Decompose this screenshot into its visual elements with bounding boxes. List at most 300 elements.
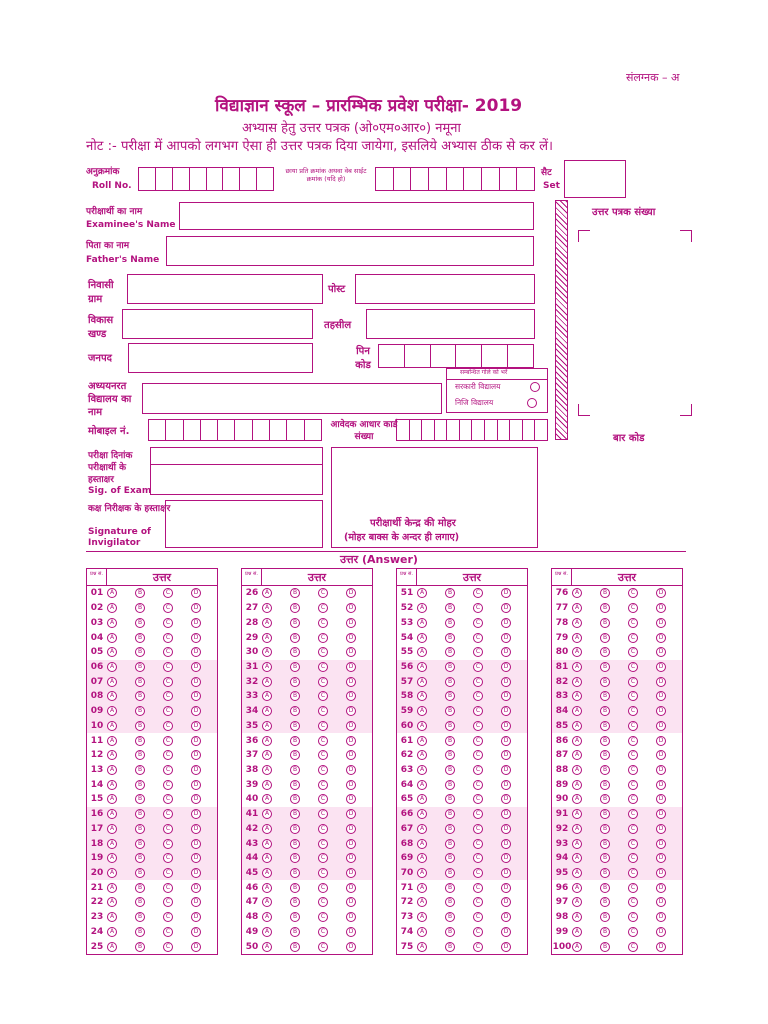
option-bubble-d[interactable]: D [191, 897, 201, 907]
post-field[interactable] [355, 274, 535, 304]
examinee-signature-field[interactable] [150, 464, 323, 495]
option-bubble-c[interactable]: C [473, 647, 483, 657]
tehsil-field[interactable] [366, 309, 535, 339]
option-bubble-c[interactable]: C [473, 765, 483, 775]
option-bubble-a[interactable]: A [572, 780, 582, 790]
option-bubble-c[interactable]: C [163, 677, 173, 687]
option-bubble-a[interactable]: A [417, 853, 427, 863]
option-bubble-a[interactable]: A [262, 677, 272, 687]
option-bubble-b[interactable]: B [600, 706, 610, 716]
option-bubble-c[interactable]: C [163, 780, 173, 790]
option-bubble-c[interactable]: C [473, 927, 483, 937]
option-bubble-d[interactable]: D [656, 721, 666, 731]
option-bubble-a[interactable]: A [107, 897, 117, 907]
option-bubble-c[interactable]: C [628, 677, 638, 687]
option-bubble-c[interactable]: C [318, 618, 328, 628]
option-bubble-b[interactable]: B [135, 736, 145, 746]
option-bubble-a[interactable]: A [572, 736, 582, 746]
option-bubble-a[interactable]: A [417, 824, 427, 834]
option-bubble-d[interactable]: D [656, 897, 666, 907]
option-bubble-c[interactable]: C [163, 750, 173, 760]
option-bubble-c[interactable]: C [628, 765, 638, 775]
option-bubble-b[interactable]: B [445, 839, 455, 849]
exam-date-field[interactable] [150, 447, 323, 465]
option-bubble-b[interactable]: B [290, 633, 300, 643]
option-bubble-d[interactable]: D [501, 794, 511, 804]
option-bubble-b[interactable]: B [445, 780, 455, 790]
option-bubble-b[interactable]: B [290, 618, 300, 628]
option-bubble-d[interactable]: D [346, 618, 356, 628]
option-bubble-d[interactable]: D [501, 942, 511, 952]
option-bubble-b[interactable]: B [135, 839, 145, 849]
option-bubble-a[interactable]: A [107, 912, 117, 922]
option-bubble-d[interactable]: D [501, 603, 511, 613]
option-bubble-d[interactable]: D [656, 780, 666, 790]
option-bubble-a[interactable]: A [107, 677, 117, 687]
option-bubble-d[interactable]: D [501, 883, 511, 893]
option-bubble-a[interactable]: A [107, 633, 117, 643]
option-bubble-a[interactable]: A [417, 839, 427, 849]
option-bubble-b[interactable]: B [600, 780, 610, 790]
option-bubble-c[interactable]: C [163, 721, 173, 731]
option-bubble-d[interactable]: D [346, 794, 356, 804]
option-bubble-a[interactable]: A [417, 794, 427, 804]
option-bubble-b[interactable]: B [290, 721, 300, 731]
option-bubble-d[interactable]: D [656, 927, 666, 937]
option-bubble-b[interactable]: B [290, 677, 300, 687]
option-bubble-c[interactable]: C [318, 942, 328, 952]
option-bubble-b[interactable]: B [445, 721, 455, 731]
option-bubble-d[interactable]: D [501, 647, 511, 657]
option-bubble-a[interactable]: A [572, 588, 582, 598]
option-bubble-b[interactable]: B [135, 691, 145, 701]
option-bubble-a[interactable]: A [262, 824, 272, 834]
option-bubble-b[interactable]: B [600, 647, 610, 657]
option-bubble-c[interactable]: C [628, 883, 638, 893]
option-bubble-d[interactable]: D [656, 618, 666, 628]
option-bubble-a[interactable]: A [417, 706, 427, 716]
option-bubble-b[interactable]: B [135, 647, 145, 657]
option-bubble-c[interactable]: C [628, 721, 638, 731]
option-bubble-c[interactable]: C [163, 662, 173, 672]
option-bubble-a[interactable]: A [262, 868, 272, 878]
option-bubble-b[interactable]: B [135, 780, 145, 790]
photo-copy-cells[interactable] [375, 167, 535, 191]
option-bubble-d[interactable]: D [191, 736, 201, 746]
option-bubble-b[interactable]: B [445, 765, 455, 775]
option-bubble-b[interactable]: B [290, 809, 300, 819]
option-bubble-a[interactable]: A [572, 824, 582, 834]
option-bubble-d[interactable]: D [346, 721, 356, 731]
option-bubble-c[interactable]: C [163, 706, 173, 716]
option-bubble-c[interactable]: C [318, 750, 328, 760]
option-bubble-a[interactable]: A [107, 721, 117, 731]
option-bubble-b[interactable]: B [600, 809, 610, 819]
option-bubble-c[interactable]: C [628, 647, 638, 657]
option-bubble-c[interactable]: C [318, 794, 328, 804]
option-bubble-b[interactable]: B [445, 912, 455, 922]
option-bubble-c[interactable]: C [628, 897, 638, 907]
option-bubble-b[interactable]: B [135, 942, 145, 952]
option-bubble-a[interactable]: A [262, 736, 272, 746]
option-bubble-d[interactable]: D [191, 691, 201, 701]
option-bubble-a[interactable]: A [107, 927, 117, 937]
option-bubble-c[interactable]: C [473, 794, 483, 804]
option-bubble-c[interactable]: C [473, 883, 483, 893]
option-bubble-b[interactable]: B [445, 883, 455, 893]
option-bubble-c[interactable]: C [318, 824, 328, 834]
option-bubble-a[interactable]: A [262, 691, 272, 701]
option-bubble-d[interactable]: D [656, 736, 666, 746]
option-bubble-a[interactable]: A [107, 824, 117, 834]
option-bubble-b[interactable]: B [135, 824, 145, 834]
option-bubble-b[interactable]: B [445, 853, 455, 863]
option-bubble-b[interactable]: B [290, 912, 300, 922]
option-bubble-c[interactable]: C [473, 633, 483, 643]
option-bubble-c[interactable]: C [163, 603, 173, 613]
option-bubble-b[interactable]: B [600, 603, 610, 613]
private-school-radio[interactable] [527, 398, 537, 408]
option-bubble-c[interactable]: C [318, 765, 328, 775]
option-bubble-d[interactable]: D [191, 633, 201, 643]
option-bubble-a[interactable]: A [107, 794, 117, 804]
option-bubble-d[interactable]: D [501, 927, 511, 937]
option-bubble-d[interactable]: D [346, 691, 356, 701]
option-bubble-d[interactable]: D [656, 824, 666, 834]
option-bubble-d[interactable]: D [191, 868, 201, 878]
option-bubble-a[interactable]: A [417, 868, 427, 878]
option-bubble-c[interactable]: C [628, 794, 638, 804]
option-bubble-b[interactable]: B [445, 868, 455, 878]
school-name-field[interactable] [142, 383, 442, 414]
option-bubble-a[interactable]: A [107, 809, 117, 819]
option-bubble-d[interactable]: D [501, 839, 511, 849]
option-bubble-a[interactable]: A [572, 897, 582, 907]
resident-village-field[interactable] [127, 274, 323, 304]
option-bubble-c[interactable]: C [628, 868, 638, 878]
option-bubble-b[interactable]: B [135, 927, 145, 937]
option-bubble-d[interactable]: D [191, 942, 201, 952]
option-bubble-a[interactable]: A [417, 765, 427, 775]
roll-number-cells[interactable] [138, 167, 274, 191]
option-bubble-a[interactable]: A [417, 750, 427, 760]
option-bubble-b[interactable]: B [600, 853, 610, 863]
option-bubble-a[interactable]: A [262, 603, 272, 613]
option-bubble-b[interactable]: B [600, 824, 610, 834]
option-bubble-b[interactable]: B [600, 868, 610, 878]
option-bubble-a[interactable]: A [572, 662, 582, 672]
option-bubble-d[interactable]: D [191, 603, 201, 613]
option-bubble-c[interactable]: C [473, 750, 483, 760]
option-bubble-d[interactable]: D [346, 912, 356, 922]
option-bubble-b[interactable]: B [290, 883, 300, 893]
option-bubble-b[interactable]: B [445, 927, 455, 937]
option-bubble-c[interactable]: C [163, 883, 173, 893]
option-bubble-c[interactable]: C [628, 942, 638, 952]
option-bubble-d[interactable]: D [346, 780, 356, 790]
option-bubble-c[interactable]: C [473, 912, 483, 922]
option-bubble-b[interactable]: B [445, 677, 455, 687]
option-bubble-c[interactable]: C [473, 706, 483, 716]
option-bubble-d[interactable]: D [656, 853, 666, 863]
option-bubble-a[interactable]: A [262, 721, 272, 731]
option-bubble-c[interactable]: C [473, 809, 483, 819]
pin-code-cells[interactable] [378, 344, 534, 368]
option-bubble-a[interactable]: A [107, 588, 117, 598]
option-bubble-a[interactable]: A [107, 853, 117, 863]
option-bubble-a[interactable]: A [262, 750, 272, 760]
option-bubble-c[interactable]: C [318, 839, 328, 849]
option-bubble-d[interactable]: D [191, 883, 201, 893]
option-bubble-c[interactable]: C [318, 603, 328, 613]
option-bubble-d[interactable]: D [346, 897, 356, 907]
mobile-number-cells[interactable] [148, 419, 322, 441]
option-bubble-a[interactable]: A [262, 633, 272, 643]
option-bubble-d[interactable]: D [656, 883, 666, 893]
option-bubble-c[interactable]: C [163, 927, 173, 937]
option-bubble-a[interactable]: A [262, 780, 272, 790]
option-bubble-a[interactable]: A [262, 588, 272, 598]
option-bubble-b[interactable]: B [600, 794, 610, 804]
option-bubble-b[interactable]: B [600, 662, 610, 672]
option-bubble-a[interactable]: A [417, 618, 427, 628]
option-bubble-c[interactable]: C [318, 662, 328, 672]
option-bubble-c[interactable]: C [318, 633, 328, 643]
option-bubble-b[interactable]: B [600, 736, 610, 746]
option-bubble-d[interactable]: D [346, 677, 356, 687]
option-bubble-b[interactable]: B [290, 750, 300, 760]
option-bubble-b[interactable]: B [290, 662, 300, 672]
option-bubble-c[interactable]: C [473, 853, 483, 863]
option-bubble-d[interactable]: D [346, 868, 356, 878]
option-bubble-c[interactable]: C [163, 588, 173, 598]
option-bubble-a[interactable]: A [107, 618, 117, 628]
option-bubble-b[interactable]: B [290, 765, 300, 775]
option-bubble-a[interactable]: A [572, 853, 582, 863]
option-bubble-a[interactable]: A [262, 706, 272, 716]
option-bubble-b[interactable]: B [600, 765, 610, 775]
option-bubble-c[interactable]: C [473, 603, 483, 613]
option-bubble-b[interactable]: B [445, 809, 455, 819]
option-bubble-d[interactable]: D [501, 588, 511, 598]
option-bubble-b[interactable]: B [135, 765, 145, 775]
option-bubble-b[interactable]: B [290, 794, 300, 804]
option-bubble-a[interactable]: A [417, 588, 427, 598]
option-bubble-a[interactable]: A [262, 839, 272, 849]
option-bubble-c[interactable]: C [318, 897, 328, 907]
option-bubble-a[interactable]: A [417, 942, 427, 952]
option-bubble-c[interactable]: C [473, 662, 483, 672]
option-bubble-d[interactable]: D [346, 588, 356, 598]
option-bubble-b[interactable]: B [290, 824, 300, 834]
option-bubble-b[interactable]: B [135, 750, 145, 760]
option-bubble-c[interactable]: C [318, 588, 328, 598]
option-bubble-b[interactable]: B [290, 603, 300, 613]
option-bubble-a[interactable]: A [417, 647, 427, 657]
option-bubble-c[interactable]: C [318, 736, 328, 746]
option-bubble-d[interactable]: D [501, 868, 511, 878]
option-bubble-c[interactable]: C [628, 603, 638, 613]
option-bubble-a[interactable]: A [572, 618, 582, 628]
option-bubble-c[interactable]: C [473, 618, 483, 628]
option-bubble-b[interactable]: B [445, 794, 455, 804]
option-bubble-d[interactable]: D [346, 633, 356, 643]
option-bubble-d[interactable]: D [346, 662, 356, 672]
option-bubble-a[interactable]: A [417, 736, 427, 746]
option-bubble-b[interactable]: B [600, 677, 610, 687]
option-bubble-b[interactable]: B [135, 912, 145, 922]
option-bubble-c[interactable]: C [163, 765, 173, 775]
option-bubble-c[interactable]: C [473, 736, 483, 746]
option-bubble-b[interactable]: B [445, 618, 455, 628]
option-bubble-d[interactable]: D [191, 824, 201, 834]
option-bubble-a[interactable]: A [262, 809, 272, 819]
option-bubble-c[interactable]: C [473, 691, 483, 701]
option-bubble-c[interactable]: C [473, 868, 483, 878]
option-bubble-d[interactable]: D [656, 942, 666, 952]
option-bubble-a[interactable]: A [417, 603, 427, 613]
option-bubble-d[interactable]: D [656, 912, 666, 922]
option-bubble-b[interactable]: B [445, 750, 455, 760]
option-bubble-a[interactable]: A [572, 633, 582, 643]
option-bubble-a[interactable]: A [107, 691, 117, 701]
option-bubble-c[interactable]: C [318, 809, 328, 819]
examinee-name-field[interactable] [179, 202, 534, 230]
option-bubble-d[interactable]: D [346, 853, 356, 863]
option-bubble-c[interactable]: C [163, 633, 173, 643]
option-bubble-d[interactable]: D [346, 824, 356, 834]
option-bubble-d[interactable]: D [346, 736, 356, 746]
option-bubble-c[interactable]: C [628, 691, 638, 701]
option-bubble-b[interactable]: B [600, 618, 610, 628]
option-bubble-d[interactable]: D [346, 839, 356, 849]
option-bubble-b[interactable]: B [135, 721, 145, 731]
option-bubble-c[interactable]: C [628, 839, 638, 849]
option-bubble-a[interactable]: A [417, 662, 427, 672]
option-bubble-a[interactable]: A [417, 677, 427, 687]
option-bubble-a[interactable]: A [417, 633, 427, 643]
option-bubble-b[interactable]: B [600, 691, 610, 701]
option-bubble-c[interactable]: C [473, 942, 483, 952]
option-bubble-d[interactable]: D [656, 677, 666, 687]
option-bubble-a[interactable]: A [417, 780, 427, 790]
option-bubble-a[interactable]: A [572, 883, 582, 893]
option-bubble-c[interactable]: C [163, 809, 173, 819]
option-bubble-b[interactable]: B [290, 706, 300, 716]
option-bubble-c[interactable]: C [318, 721, 328, 731]
option-bubble-c[interactable]: C [318, 647, 328, 657]
option-bubble-b[interactable]: B [290, 588, 300, 598]
option-bubble-a[interactable]: A [107, 780, 117, 790]
option-bubble-a[interactable]: A [572, 706, 582, 716]
option-bubble-a[interactable]: A [417, 691, 427, 701]
option-bubble-b[interactable]: B [445, 897, 455, 907]
option-bubble-a[interactable]: A [572, 603, 582, 613]
option-bubble-b[interactable]: B [290, 868, 300, 878]
option-bubble-b[interactable]: B [135, 853, 145, 863]
option-bubble-d[interactable]: D [501, 706, 511, 716]
option-bubble-b[interactable]: B [135, 868, 145, 878]
option-bubble-a[interactable]: A [417, 883, 427, 893]
option-bubble-c[interactable]: C [163, 691, 173, 701]
option-bubble-a[interactable]: A [107, 883, 117, 893]
option-bubble-d[interactable]: D [346, 647, 356, 657]
option-bubble-d[interactable]: D [656, 868, 666, 878]
option-bubble-d[interactable]: D [501, 809, 511, 819]
option-bubble-a[interactable]: A [417, 809, 427, 819]
option-bubble-d[interactable]: D [191, 588, 201, 598]
option-bubble-d[interactable]: D [656, 662, 666, 672]
option-bubble-a[interactable]: A [262, 618, 272, 628]
option-bubble-b[interactable]: B [135, 662, 145, 672]
option-bubble-a[interactable]: A [107, 750, 117, 760]
option-bubble-d[interactable]: D [191, 750, 201, 760]
option-bubble-b[interactable]: B [290, 927, 300, 937]
option-bubble-c[interactable]: C [163, 853, 173, 863]
option-bubble-d[interactable]: D [191, 677, 201, 687]
option-bubble-d[interactable]: D [501, 736, 511, 746]
invigilator-signature-field[interactable] [165, 500, 323, 548]
option-bubble-d[interactable]: D [501, 677, 511, 687]
option-bubble-b[interactable]: B [135, 603, 145, 613]
option-bubble-c[interactable]: C [318, 691, 328, 701]
option-bubble-b[interactable]: B [135, 677, 145, 687]
option-bubble-b[interactable]: B [135, 794, 145, 804]
option-bubble-c[interactable]: C [628, 824, 638, 834]
option-bubble-a[interactable]: A [572, 794, 582, 804]
option-bubble-a[interactable]: A [572, 691, 582, 701]
option-bubble-d[interactable]: D [501, 780, 511, 790]
option-bubble-d[interactable]: D [346, 750, 356, 760]
option-bubble-c[interactable]: C [318, 912, 328, 922]
option-bubble-a[interactable]: A [262, 897, 272, 907]
option-bubble-d[interactable]: D [656, 809, 666, 819]
option-bubble-d[interactable]: D [656, 647, 666, 657]
option-bubble-c[interactable]: C [473, 824, 483, 834]
option-bubble-d[interactable]: D [501, 912, 511, 922]
option-bubble-d[interactable]: D [346, 809, 356, 819]
option-bubble-b[interactable]: B [135, 706, 145, 716]
option-bubble-d[interactable]: D [656, 750, 666, 760]
option-bubble-c[interactable]: C [163, 824, 173, 834]
option-bubble-d[interactable]: D [191, 647, 201, 657]
option-bubble-d[interactable]: D [191, 618, 201, 628]
option-bubble-c[interactable]: C [163, 736, 173, 746]
option-bubble-b[interactable]: B [290, 853, 300, 863]
option-bubble-c[interactable]: C [318, 677, 328, 687]
option-bubble-a[interactable]: A [262, 942, 272, 952]
option-bubble-b[interactable]: B [445, 588, 455, 598]
option-bubble-a[interactable]: A [107, 942, 117, 952]
option-bubble-d[interactable]: D [191, 662, 201, 672]
option-bubble-c[interactable]: C [628, 736, 638, 746]
option-bubble-d[interactable]: D [656, 765, 666, 775]
option-bubble-b[interactable]: B [290, 647, 300, 657]
option-bubble-b[interactable]: B [135, 618, 145, 628]
block-field[interactable] [122, 309, 313, 339]
option-bubble-c[interactable]: C [628, 662, 638, 672]
option-bubble-d[interactable]: D [191, 794, 201, 804]
option-bubble-b[interactable]: B [600, 883, 610, 893]
option-bubble-c[interactable]: C [628, 633, 638, 643]
option-bubble-a[interactable]: A [262, 647, 272, 657]
option-bubble-d[interactable]: D [346, 883, 356, 893]
option-bubble-b[interactable]: B [600, 927, 610, 937]
option-bubble-d[interactable]: D [501, 721, 511, 731]
option-bubble-d[interactable]: D [191, 927, 201, 937]
option-bubble-b[interactable]: B [290, 942, 300, 952]
option-bubble-b[interactable]: B [445, 706, 455, 716]
